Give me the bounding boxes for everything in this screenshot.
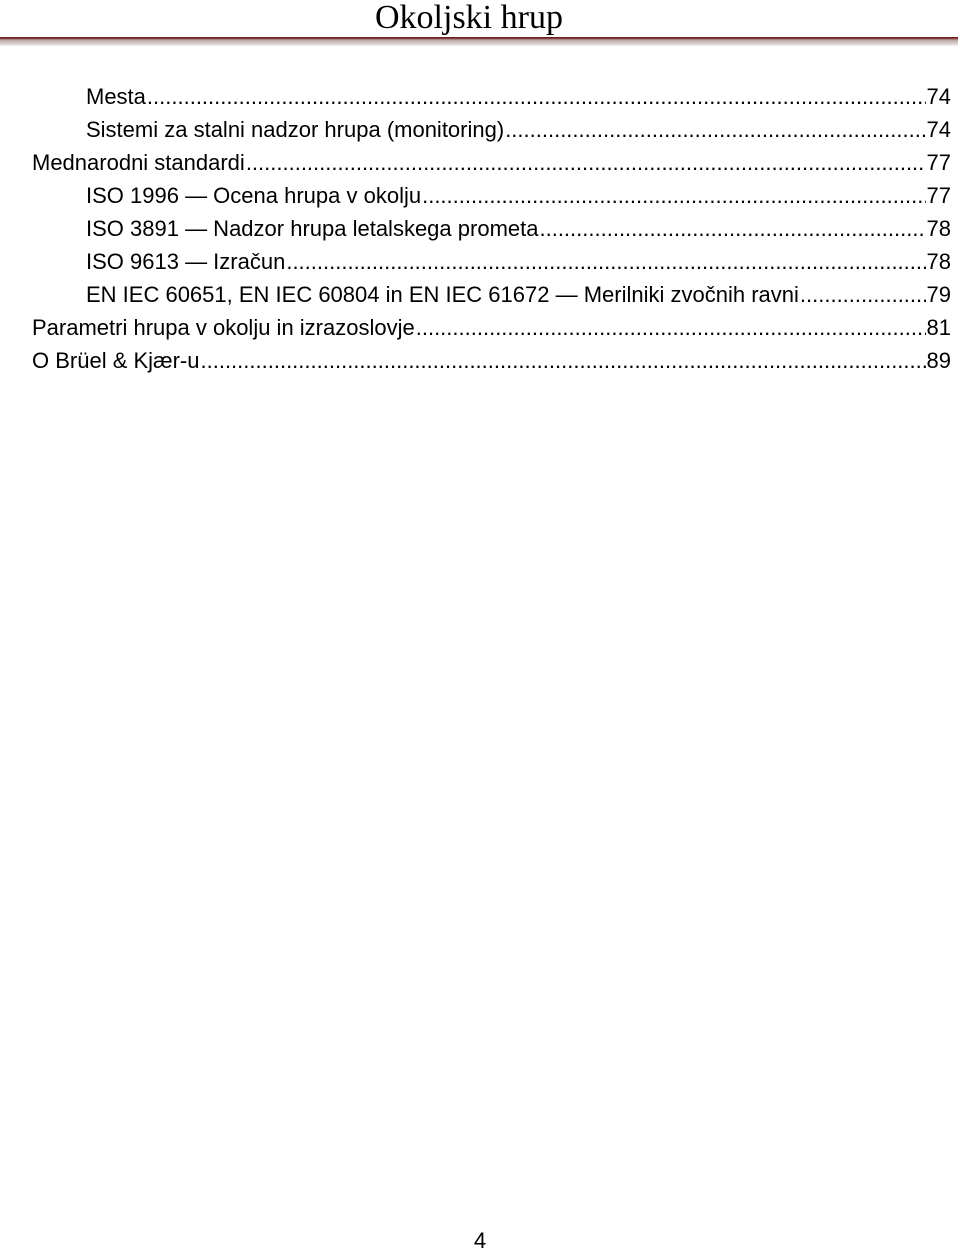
toc-entry-label: O Brüel & Kjær-u	[32, 348, 200, 373]
toc-dot-leader	[422, 181, 925, 211]
toc-dot-leader	[147, 82, 926, 112]
toc-entry-page: 81	[926, 315, 951, 340]
toc-dot-leader	[539, 214, 925, 244]
toc-dot-leader	[800, 280, 926, 310]
toc-entry-iso-3891[interactable]	[86, 214, 951, 244]
toc-entry-label: ISO 1996 — Ocena hrupa v okolju	[86, 183, 422, 208]
toc-entry-label: ISO 3891 — Nadzor hrupa letalskega prometa	[86, 216, 539, 241]
toc-entry-page: 79	[926, 282, 951, 307]
toc-entry-iso-9613[interactable]	[86, 247, 951, 277]
toc-dot-leader	[505, 115, 925, 145]
toc-entry-page: 78	[926, 216, 951, 241]
toc-entry-page: 89	[926, 348, 951, 373]
toc-dot-leader	[246, 148, 926, 178]
toc-entry-label: ISO 9613 — Izračun	[86, 249, 286, 274]
header-title: Okoljski hrup	[375, 0, 563, 36]
toc-entry-sistemi-monitoring[interactable]	[86, 115, 951, 145]
toc-entry-label: Sistemi za stalni nadzor hrupa (monitoring)	[86, 117, 505, 142]
header-rule	[0, 37, 958, 46]
toc-entry-label: EN IEC 60651, EN IEC 60804 in EN IEC 61672 — Merilniki zvočnih ravni	[86, 282, 799, 307]
toc-entry-page: 78	[926, 249, 951, 274]
toc-dot-leader	[416, 313, 926, 343]
toc-entry-o-bruel-kjaer[interactable]	[32, 346, 951, 376]
toc-dot-leader	[201, 346, 926, 376]
toc-entry-en-iec-meters[interactable]	[86, 280, 951, 310]
page-header	[0, 0, 960, 48]
toc-entry-mednarodni-standardi[interactable]	[32, 148, 951, 178]
toc-entry-page: 74	[926, 117, 951, 142]
toc-entry-page: 74	[926, 84, 951, 109]
page-number: 4	[473, 1228, 487, 1253]
toc-dot-leader	[286, 247, 925, 277]
toc-entry-parametri-hrupa[interactable]	[32, 313, 951, 343]
toc-entry-page: 77	[926, 150, 951, 175]
toc-entry-label: Mesta	[86, 84, 146, 109]
toc-entry-label: Mednarodni standardi	[32, 150, 245, 175]
toc-entry-mesta[interactable]	[86, 82, 951, 112]
toc-entry-page: 77	[926, 183, 951, 208]
toc-entry-label: Parametri hrupa v okolju in izrazoslovje	[32, 315, 415, 340]
toc-entry-iso-1996[interactable]	[86, 181, 951, 211]
